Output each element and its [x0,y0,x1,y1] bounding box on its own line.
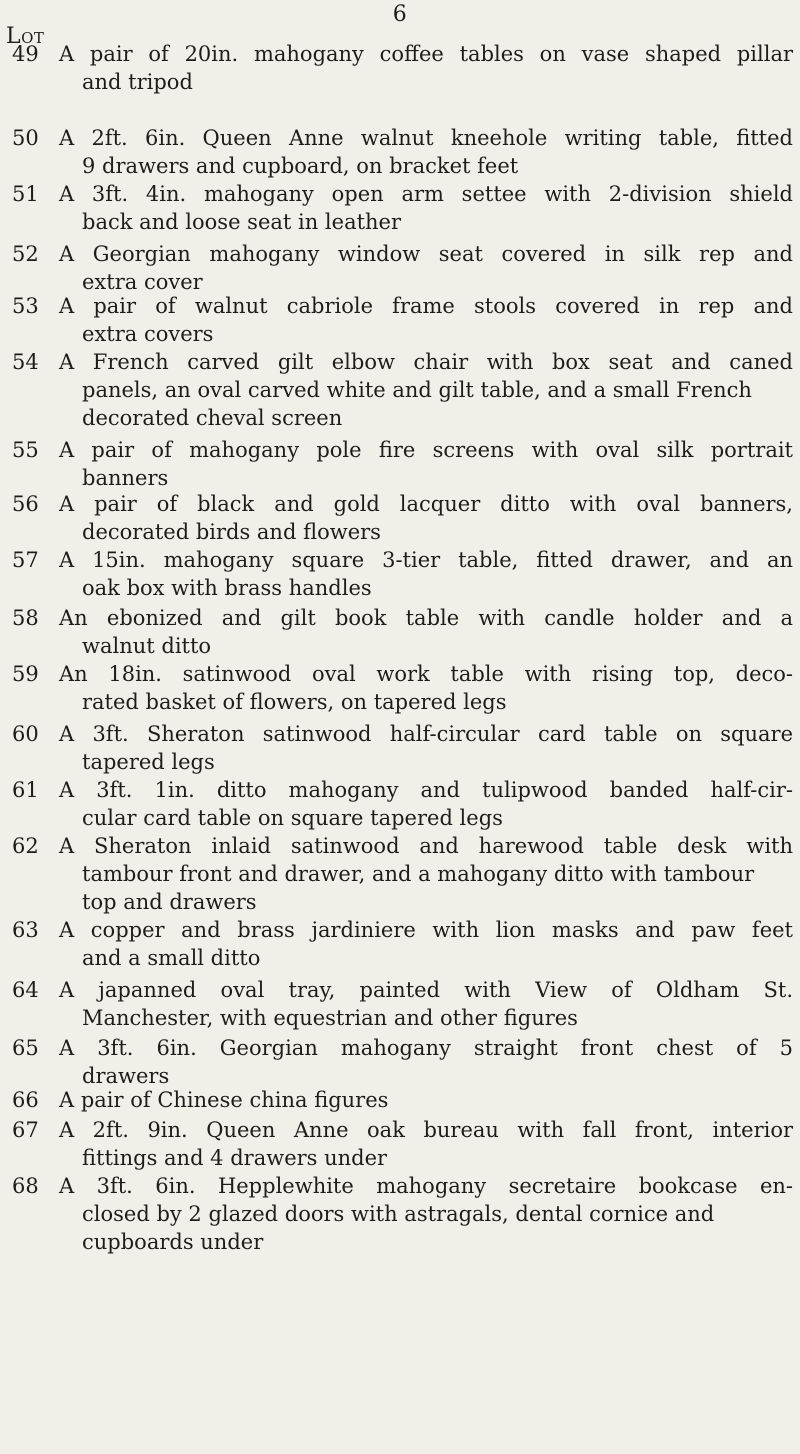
lot-description [59,124,793,180]
lot-description-continuation: decorated birds and flowers [82,520,381,544]
lot-description-line: A Georgian mahogany window seat covered in silk rep and [59,242,793,266]
lot-description [59,292,793,348]
lot-number: 57 [12,548,39,572]
lot-number: 49 [12,42,39,66]
lot-description-line: An 18in. satinwood oval work table with rising top, deco- [59,662,793,686]
lot-number: 67 [12,1118,39,1142]
lot-description-line: A 2ft. 9in. Queen Anne oak bureau with fall front, interior [59,1118,793,1142]
lot-description-line: An ebonized and gilt book table with candle holder and a [59,606,793,630]
lot-description [59,916,793,972]
lot-description-continuation: and tripod [82,70,193,94]
lot-number: 59 [12,662,39,686]
lot-description-line: A 3ft. 4in. mahogany open arm settee with 2-division shield [59,182,793,206]
lot-description-line: A japanned oval tray, painted with View of Oldham St. [59,978,793,1002]
lot-description-line: A 3ft. 6in. Hepplewhite mahogany secretaire bookcase en- [59,1174,793,1198]
lot-description-line: A 2ft. 6in. Queen Anne walnut kneehole writing table, fitted [59,126,793,150]
lot-description-continuation: and a small ditto [82,946,261,970]
lot-number: 65 [12,1036,39,1060]
lot-column-header: Lot [6,24,45,49]
lot-description-continuation: tambour front and drawer, and a mahogany ditto with tambour top and drawers [82,862,755,914]
lot-description-line: A pair of 20in. mahogany coffee tables on vase shaped pillar [59,42,793,66]
lot-description [59,776,793,832]
lot-description-continuation: closed by 2 glazed doors with astragals, dental cornice and cupboards under [82,1202,715,1254]
lot-description-line: A 3ft. 1in. ditto mahogany and tulipwood banded half-cir- [59,778,793,802]
lot-description [59,348,793,432]
lot-description-continuation: extra cover [82,270,203,294]
lot-description [59,436,793,492]
lot-description [59,720,793,776]
lot-description [59,832,793,916]
lot-number: 50 [12,126,39,150]
lot-description [59,1034,793,1090]
lot-number: 55 [12,438,39,462]
lot-description-continuation: 9 drawers and cupboard, on bracket feet [82,154,519,178]
lot-description-continuation: back and loose seat in leather [82,210,402,234]
lot-description-line: A pair of mahogany pole fire screens with oval silk portrait [59,438,793,462]
lot-description [59,604,793,660]
lot-description [59,490,793,546]
lot-description [59,40,793,96]
lot-description-continuation: walnut ditto [82,634,212,658]
lot-description [59,1086,793,1114]
lot-number: 52 [12,242,39,266]
lot-description-continuation: fittings and 4 drawers under [82,1146,388,1170]
page-number: 6 [392,2,408,27]
lot-description [59,660,793,716]
lot-number: 53 [12,294,39,318]
lot-description-line: A French carved gilt elbow chair with box seat and caned [59,350,793,374]
lot-description-line: A Sheraton inlaid satinwood and harewood table desk with [59,834,793,858]
lot-number: 61 [12,778,39,802]
lot-description-line: A pair of Chinese china figures [59,1088,389,1112]
lot-description-continuation: drawers [82,1064,170,1088]
lot-number: 64 [12,978,39,1002]
lot-description-continuation: panels, an oval carved white and gilt table, and a small French decorated cheval screen [82,378,752,430]
lot-number: 60 [12,722,39,746]
lot-number: 62 [12,834,39,858]
lot-description-continuation: Manchester, with equestrian and other figures [82,1006,578,1030]
lot-description-line: A pair of black and gold lacquer ditto with oval banners, [59,492,793,516]
lot-number: 54 [12,350,39,374]
lot-description-continuation: oak box with brass handles [82,576,372,600]
lot-description [59,240,793,296]
lot-description [59,546,793,602]
lot-description-line: A 3ft. 6in. Georgian mahogany straight front chest of 5 [59,1036,793,1060]
lot-number: 68 [12,1174,39,1198]
lot-number: 51 [12,182,39,206]
lot-description [59,180,793,236]
lot-number: 63 [12,918,39,942]
lot-description-line: A 3ft. Sheraton satinwood half-circular card table on square [59,722,793,746]
lot-number: 58 [12,606,39,630]
lot-description [59,1116,793,1172]
lot-description-line: A pair of walnut cabriole frame stools covered in rep and [59,294,793,318]
lot-description [59,976,793,1032]
lot-description-continuation: banners [82,466,169,490]
lot-description-line: A copper and brass jardiniere with lion masks and paw feet [59,918,793,942]
lot-description-continuation: tapered legs [82,750,215,774]
lot-number: 56 [12,492,39,516]
lot-number: 66 [12,1088,39,1112]
lot-description-continuation: cular card table on square tapered legs [82,806,503,830]
lot-description-line: A 15in. mahogany square 3-tier table, fitted drawer, and an [59,548,793,572]
lot-description-continuation: rated basket of flowers, on tapered legs [82,690,507,714]
lot-description-continuation: extra covers [82,322,214,346]
lot-description [59,1172,793,1256]
